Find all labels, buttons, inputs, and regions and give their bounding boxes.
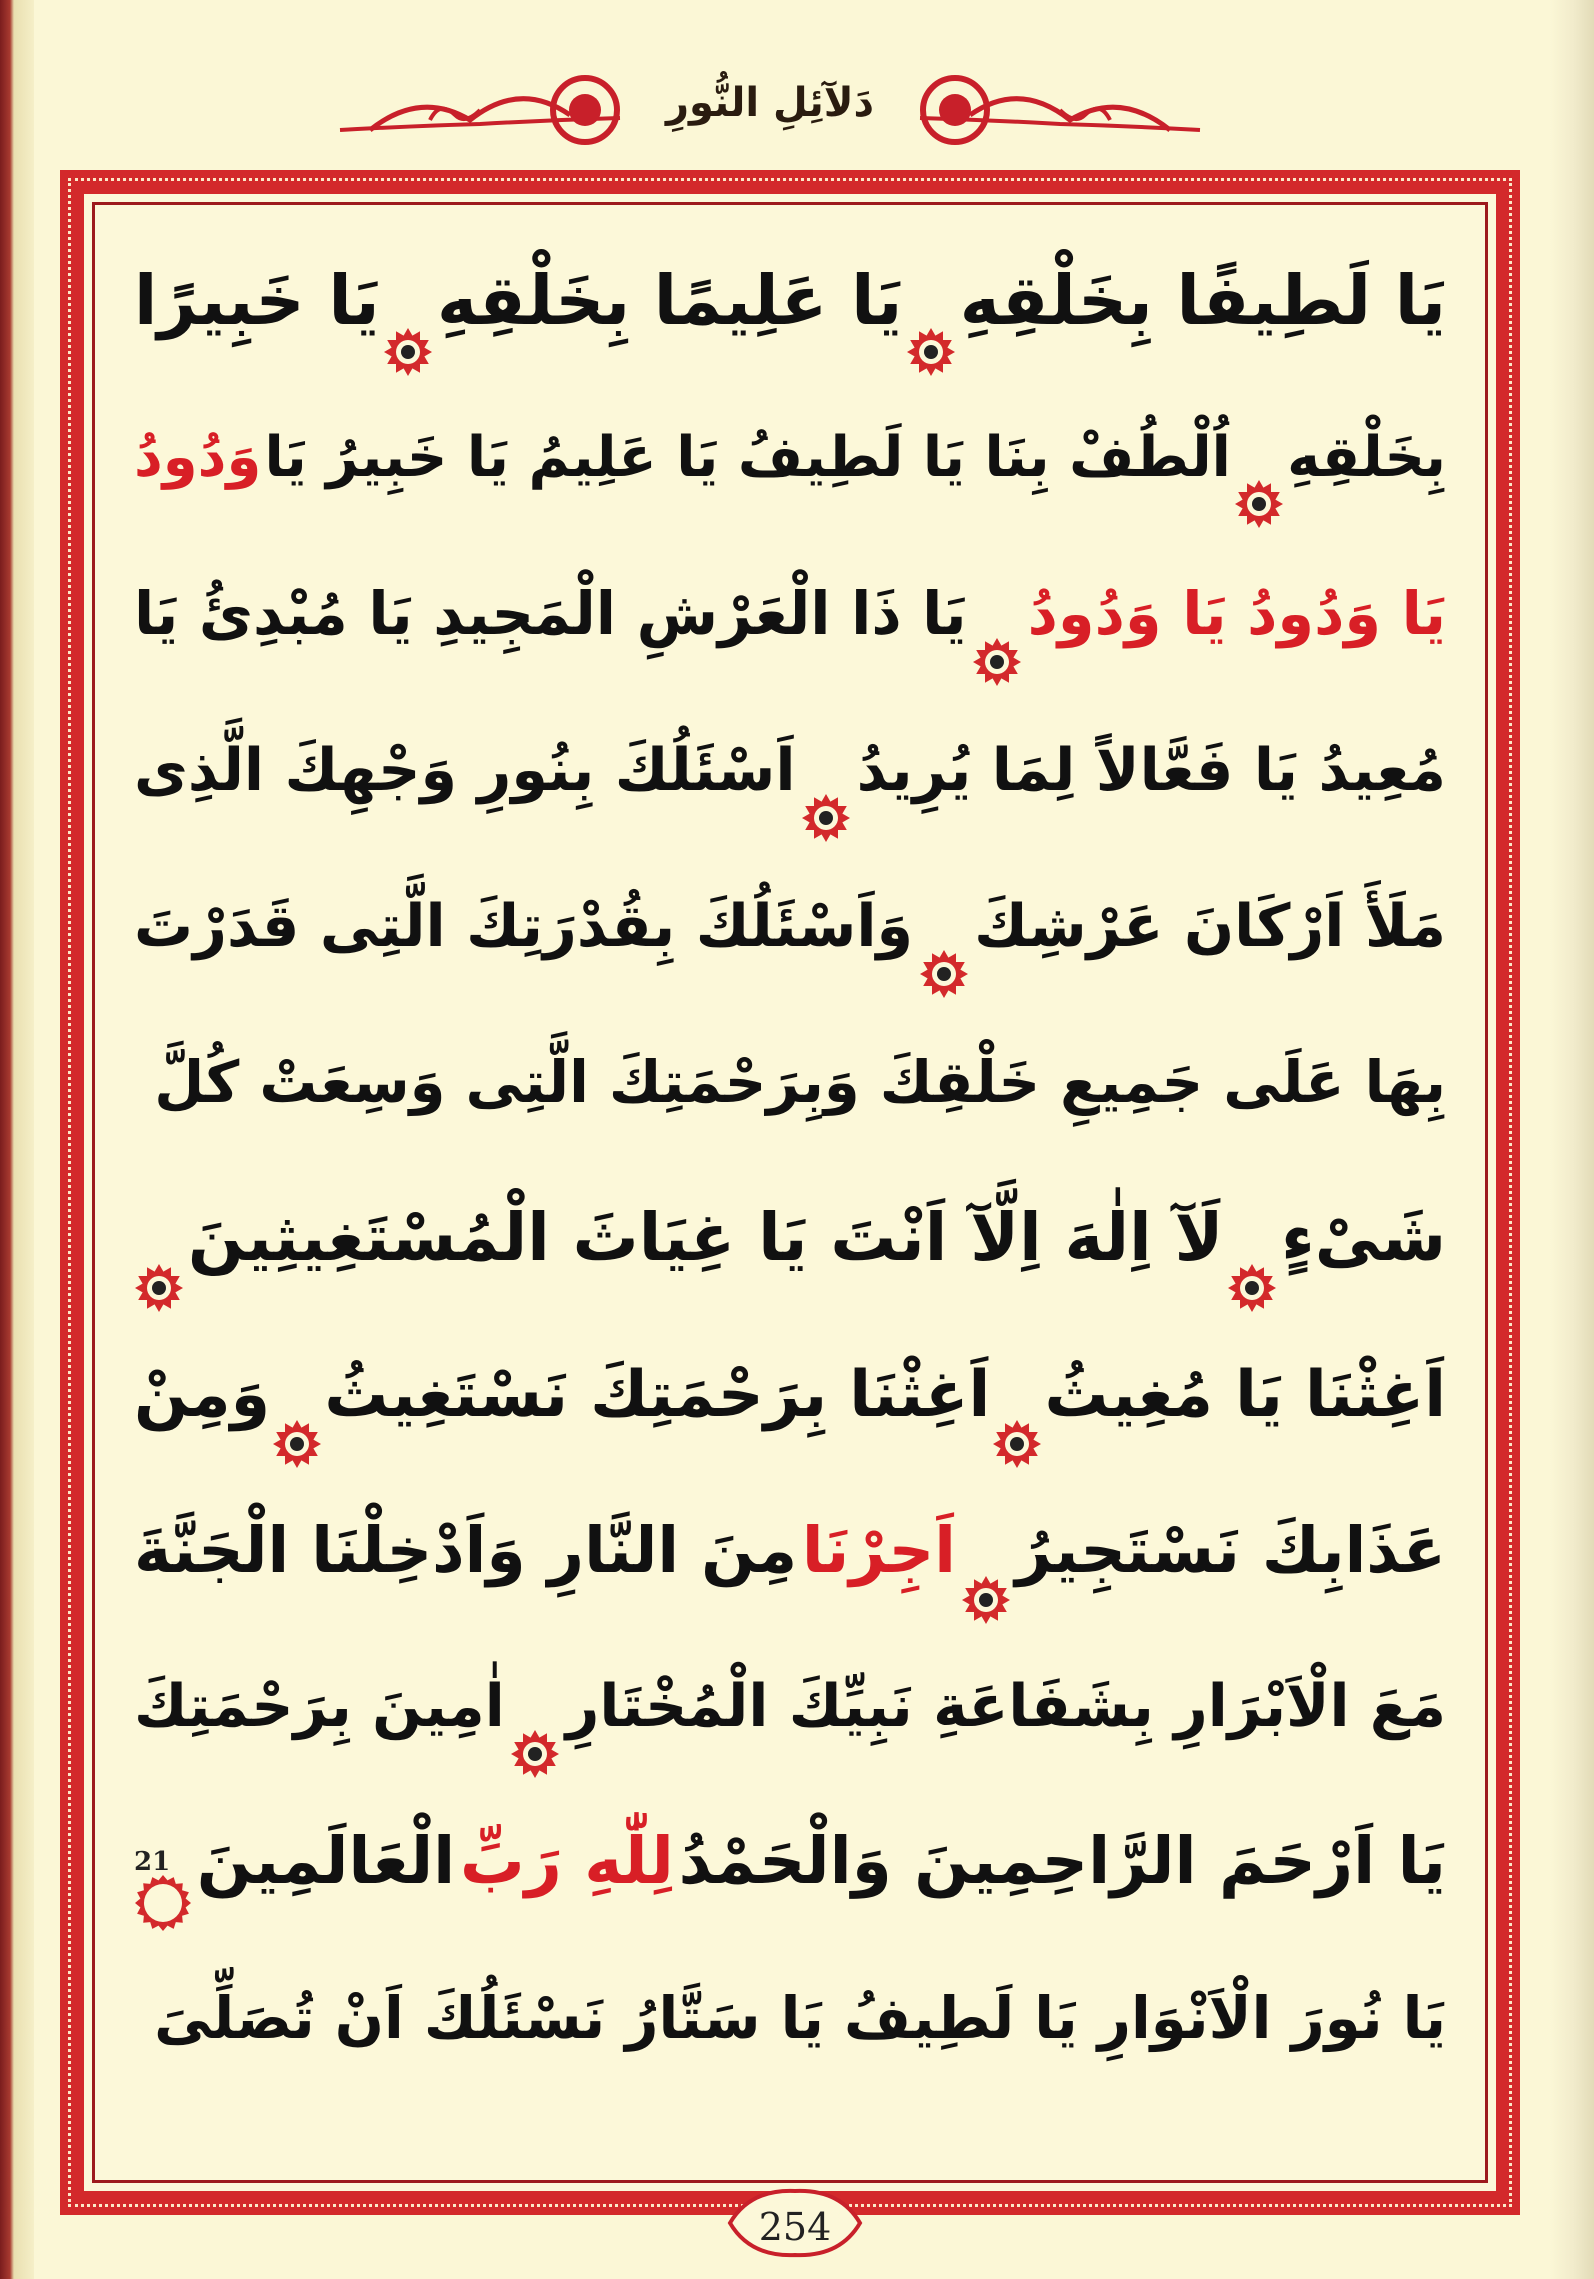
prayer-text: عَذَابِكَ نَسْتَجِيرُ [1015,1513,1446,1587]
prayer-text: مِنَ النَّارِ وَاَدْخِلْنَا الْجَنَّةَ [134,1513,798,1587]
page-stack-edge [1550,0,1594,2279]
page-number: 254 [758,2205,832,2249]
prayer-text: اَغِثْنَا بِرَحْمَتِكَ نَسْتَغِيثُ [324,1357,991,1431]
verse-separator-icon [134,1213,184,1263]
verse-separator-icon [510,1681,560,1731]
text-line [134,536,1446,692]
book-spine-edge [0,0,34,2279]
rubric-text: لِلّٰهِ رَبِّ [459,1824,674,1899]
right-ornament-icon [910,60,1210,160]
prayer-text: يَا ذَا الْعَرْشِ الْمَجِيدِ يَا مُبْدِئُ يَا [134,579,967,648]
text-line [134,224,1446,380]
ayah-number: 21 [134,1847,171,1877]
text-line [134,1160,1446,1316]
prayer-text: شَىْءٍ [1281,1199,1446,1276]
prayer-text: بِخَلْقِهِ [1287,425,1446,490]
verse-separator-icon [383,277,433,327]
rubric-text: وَدُودُ [134,425,262,490]
prayer-text: مَلَأَ اَرْكَانَ عَرْشِكَ [974,891,1446,960]
ayah-number-marker [134,1833,192,1891]
verse-separator-icon [272,1369,322,1419]
text-line [134,1472,1446,1628]
prayer-text: اَسْئَلُكَ بِنُورِ وَجْهِكَ الَّذِى [134,735,796,804]
prayer-text: يَا اَرْحَمَ الرَّاحِمِينَ وَالْحَمْدُ [678,1824,1446,1899]
prayer-text: يَا خَبِيرًا [134,262,380,341]
text-line [134,1784,1446,1940]
text-line [134,1940,1446,2096]
prayer-text: مَعَ الْاَبْرَارِ بِشَفَاعَةِ نَبِيِّكَ الْمُخْتَارِ [565,1672,1446,1740]
prayer-text: لَآ اِلٰهَ اِلَّآ اَنْتَ يَا غِيَاثَ الْمُسْتَغِيثِينَ [187,1199,1224,1276]
prayer-text: وَمِنْ [134,1357,271,1431]
prayer-text: الْعَالَمِينَ [196,1824,456,1899]
decorative-page-frame [60,170,1520,2215]
page-header [330,60,1210,160]
text-line [134,692,1446,848]
prayer-text: وَاَسْئَلُكَ بِقُدْرَتِكَ الَّتِى قَدَرْتَ [134,891,914,960]
verse-separator-icon [801,745,851,795]
text-line [134,1628,1446,1784]
page-number-cartouche [720,2185,870,2261]
verse-separator-icon [906,277,956,327]
prayer-text: اُلْطُفْ بِنَا يَا لَطِيفُ يَا عَلِيمُ يَا خَبِيرُ يَا [264,425,1231,490]
prayer-text-block [134,224,1446,2096]
verse-separator-icon [972,589,1022,639]
text-line [134,1004,1446,1160]
running-header-title: دَلآئِلِ النُّورِ [665,80,875,126]
verse-separator-icon [1234,433,1284,483]
text-line [134,848,1446,1004]
prayer-text: يَا عَلِيمًا بِخَلْقِهِ [437,262,903,341]
verse-separator-icon [1227,1213,1277,1263]
prayer-text: اٰمِينَ بِرَحْمَتِكَ [134,1672,505,1740]
prayer-text: مُعِيدُ يَا فَعَّالاً لِمَا يُرِيدُ [856,735,1446,804]
verse-separator-icon [992,1369,1042,1419]
rubric-text: يَا وَدُودُ يَا وَدُودُ [1027,579,1446,648]
text-line [134,1316,1446,1472]
prayer-text: اَغِثْنَا يَا مُغِيثُ [1044,1357,1446,1431]
prayer-text: بِهَا عَلَى جَمِيعِ خَلْقِكَ وَبِرَحْمَتِكَ الَّتِى وَسِعَتْ كُلَّ [154,1048,1446,1116]
rubric-text: اَجِرْنَا [801,1513,956,1587]
text-line [134,380,1446,536]
prayer-text: يَا نُورَ الْاَنْوَارِ يَا لَطِيفُ يَا سَتَّارُ نَسْئَلُكَ اَنْ تُصَلِّىَ [154,1984,1446,2052]
prayer-text: يَا لَطِيفًا بِخَلْقِهِ [959,262,1446,341]
verse-separator-icon [961,1525,1011,1575]
verse-separator-icon [919,901,969,951]
